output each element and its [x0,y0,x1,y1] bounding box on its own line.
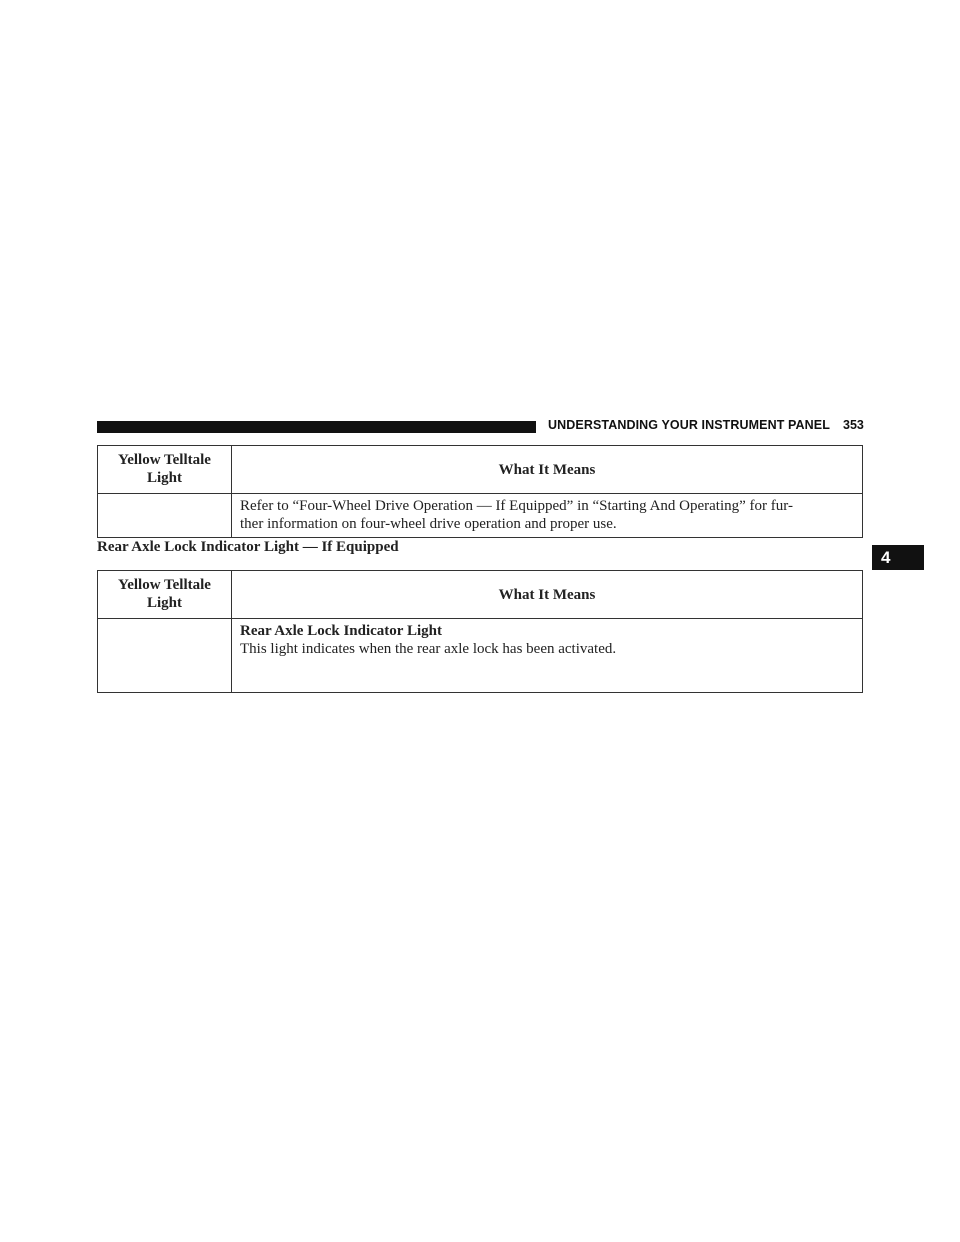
table-row [98,494,863,538]
page-number: 353 [843,418,864,432]
table-header-row [98,446,863,494]
chapter-tab: 4 [872,545,924,570]
meaning-cell [232,494,863,538]
table-header-row [98,571,863,619]
meaning-text-line: ther information on four-wheel drive operation and proper use. [240,516,617,532]
indicator-title: Rear Axle Lock Indicator Light [240,623,442,639]
meaning-text-line: Refer to “Four-Wheel Drive Operation — If Equipped” in “Starting And Operating” for fur- [240,498,793,514]
section-heading: Rear Axle Lock Indicator Light — If Equipped [97,539,399,555]
column-header-telltale-light [98,571,232,619]
telltale-table-rear-axle-lock [97,570,863,693]
meaning-cell [232,619,863,693]
column-header-line: Light [146,595,182,611]
telltale-icon-cell [98,494,232,538]
running-header-title: UNDERSTANDING YOUR INSTRUMENT PANEL [548,418,830,432]
meaning-text: This light indicates when the rear axle lock has been activated. [240,641,617,657]
column-header-line: Light [146,470,182,486]
column-header-what-it-means: What It Means [232,446,863,494]
header-rule-bar [97,421,536,433]
telltale-icon-cell [98,619,232,693]
telltale-table-four-wheel-drive [97,445,863,538]
column-header-line: Yellow Telltale [118,577,211,593]
column-header-telltale-light [98,446,232,494]
column-header-what-it-means: What It Means [232,571,863,619]
column-header-line: Yellow Telltale [118,452,211,468]
table-row [98,619,863,693]
